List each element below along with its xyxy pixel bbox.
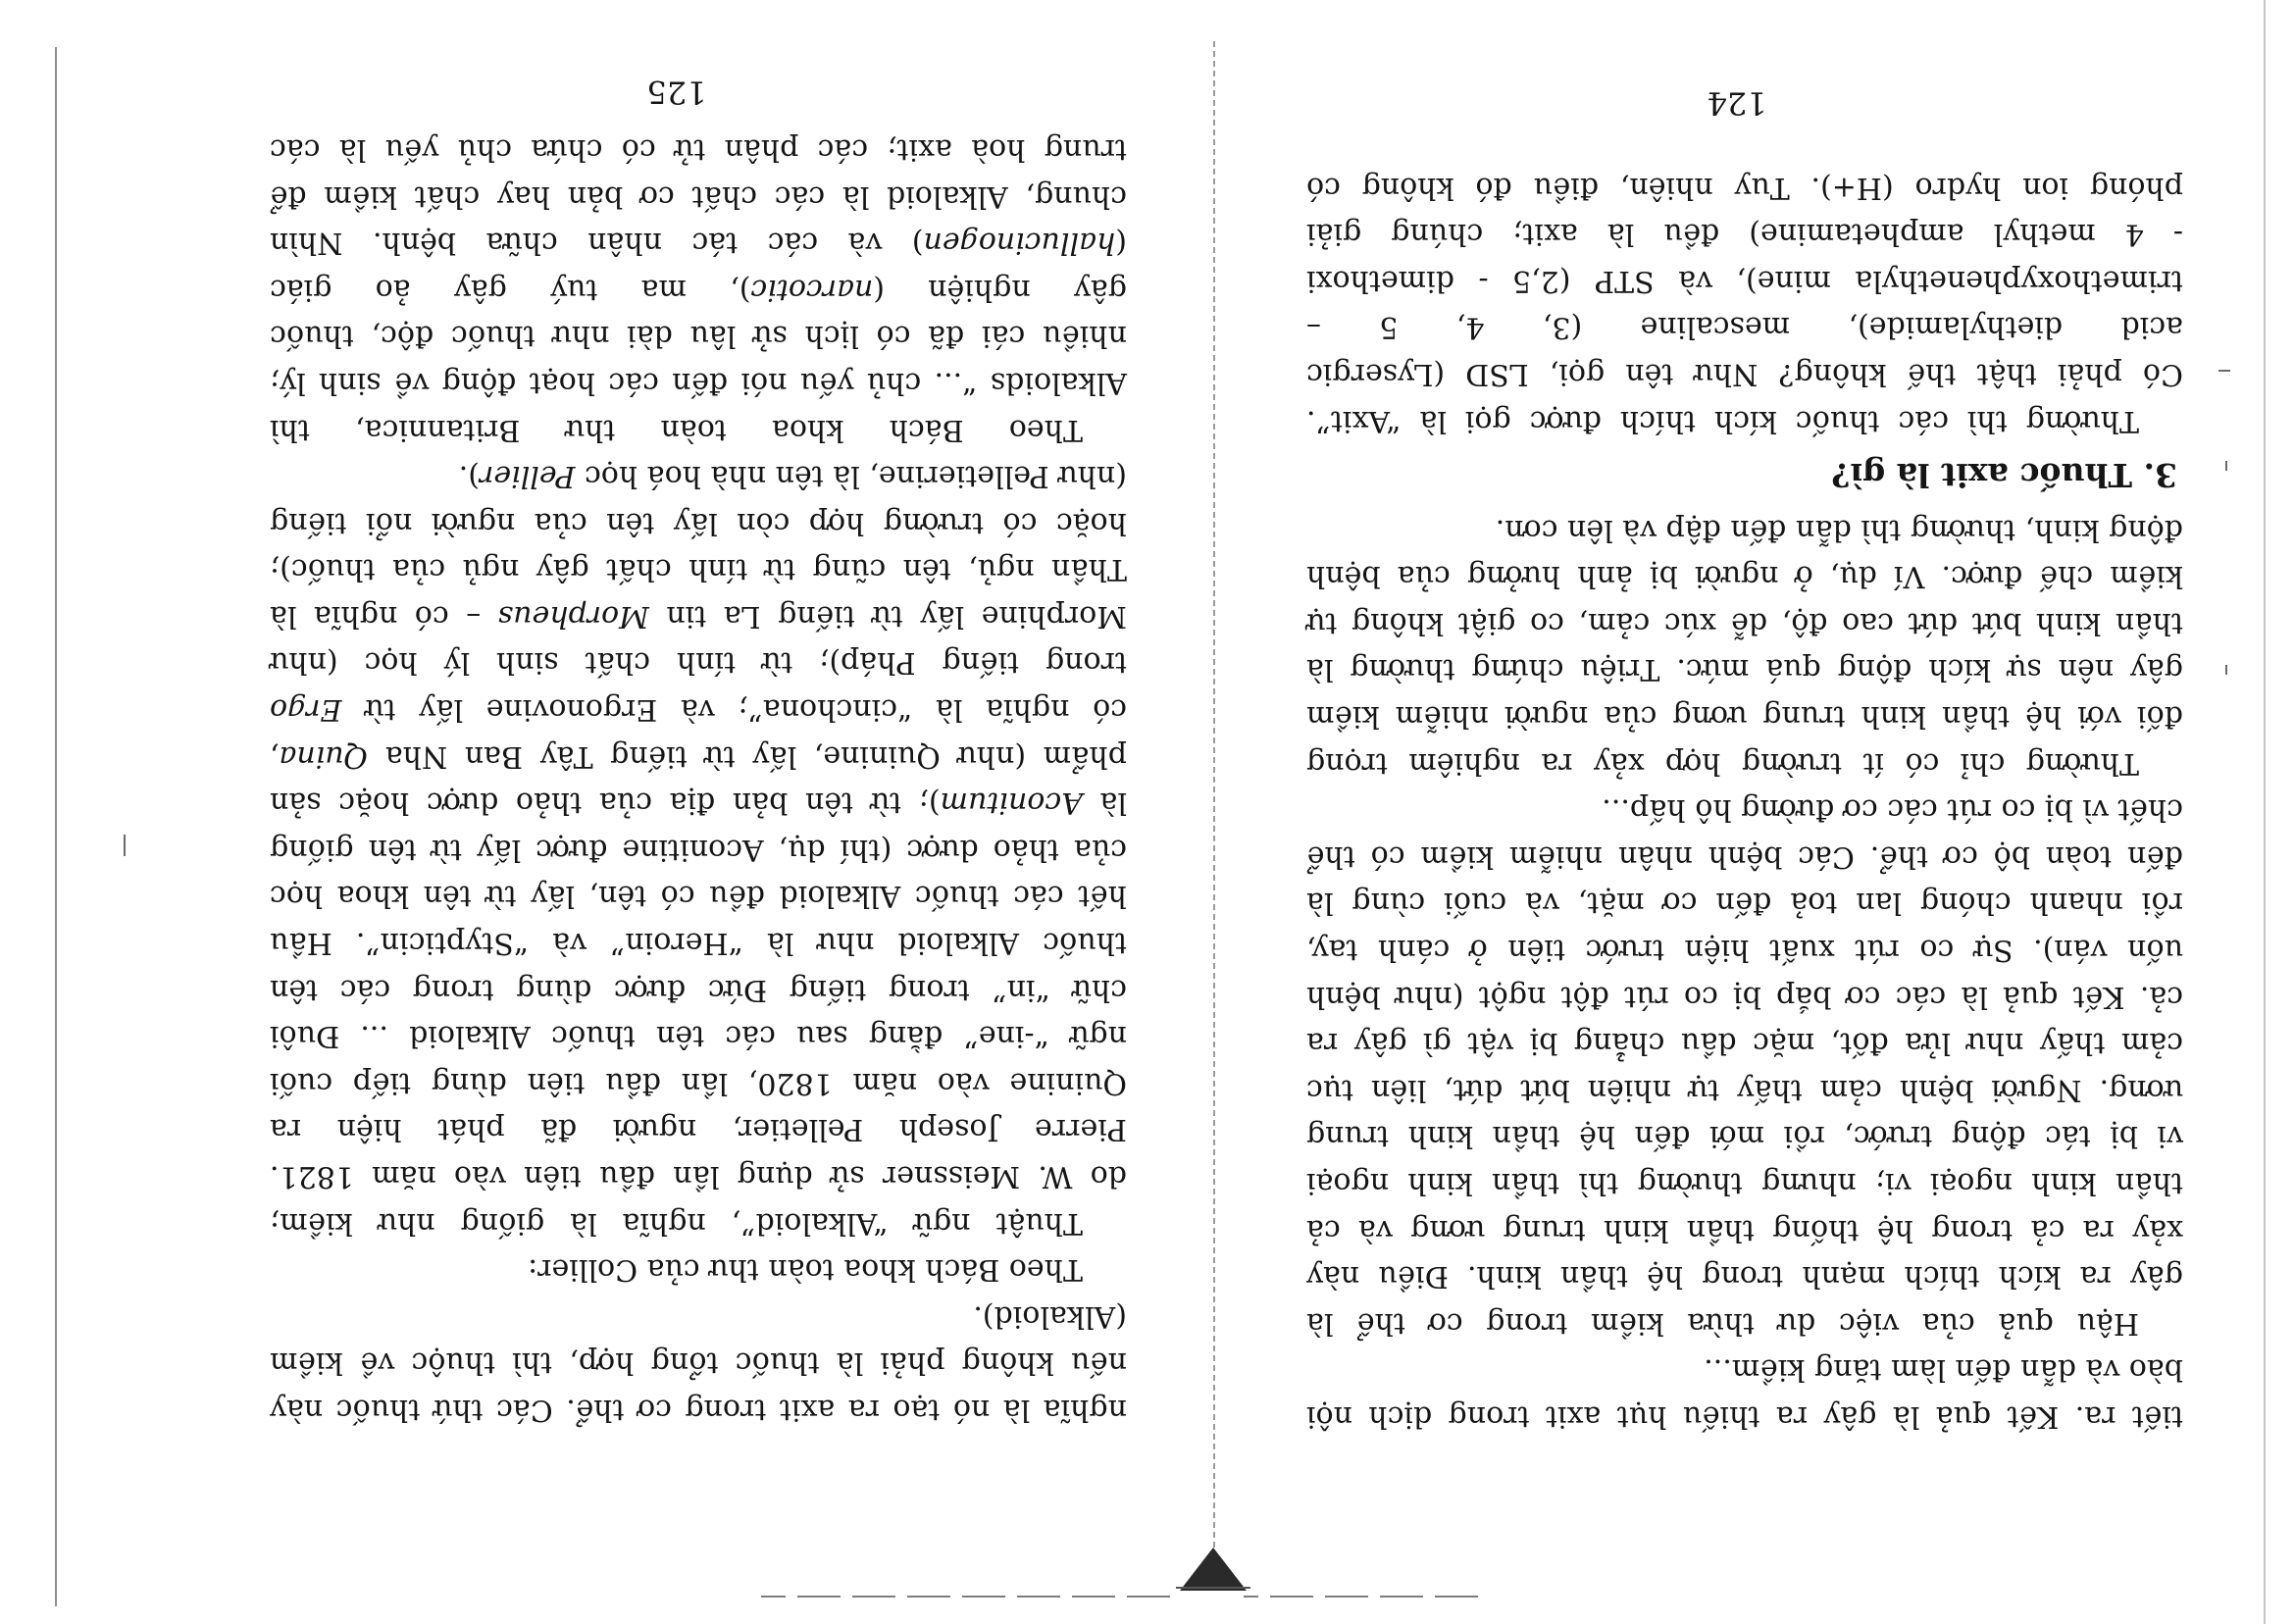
text-line: gây ra kích thích mạnh trong hệ thần kinh. Điều này [1306, 1259, 2183, 1294]
text-segment: ), ma tuý gây ảo giác [270, 272, 751, 307]
text-line: do W. Meissner sử dụng lần đầu tiên vào năm 1821. [270, 1159, 1127, 1194]
text-line: acid diethylamide), mescaline (3, 4, 5 – [1306, 310, 2183, 345]
page-number: 125 [646, 74, 707, 111]
text-line: chết vì bị co rút các cơ đường hô hấp... [1602, 792, 2183, 828]
text-line: Hậu quả của việc dư thừa kiềm trong cơ thể là [1306, 1305, 2139, 1341]
text-line: Theo Bách khoa toàn thư Britannica, thì [270, 412, 1083, 447]
text-segment: ) và các tác nhân chữa bệnh. Nhìn [270, 226, 924, 261]
text-line: rồi nhanh chóng lan toả đến cơ mặt, và cuối cùng là [1306, 886, 2183, 921]
text-line [270, 220, 1127, 267]
text-line [270, 686, 1127, 734]
text-line: phóng ion hydro (H+). Tuy nhiên, điều đó không có [1306, 170, 2183, 205]
text-line: động kinh, thường thì dẫn đến đập và lên cơn. [1495, 512, 2183, 547]
text-segment: là [1082, 786, 1127, 821]
italic-term: narcotic [750, 272, 874, 307]
text-line: kiềm chế được. Ví dụ, ở người bị ảnh hưởng của bệnh [1306, 559, 2183, 594]
text-segment: ); từ tên bản địa của thảo dược hoặc sản [270, 786, 941, 821]
italic-term: Pellier [480, 459, 576, 494]
gutter-fold-line [1213, 41, 1215, 1548]
text-line: thuốc Alkaloid như là “Heroin” và “Stypticin”. Hầu [270, 926, 1127, 961]
text-line: hết các thuốc Alkaloid đều có tên, lấy từ tên khoa học [270, 879, 1127, 914]
text-line: bào và dẫn đến làm tăng kiềm... [1704, 1352, 2183, 1388]
page-124-body [1306, 164, 2183, 1440]
text-line: đối với hệ thần kinh trung ương của người nhiễm kiềm [1306, 699, 2183, 735]
scan-edge-line [55, 47, 57, 1606]
text-line: cả. Kết quả là các cơ bắp bị co rút đột ngột (như bệnh [1306, 979, 2183, 1014]
text-line: thần kinh ngoại vi; nhưng thường thì thần kinh ngoại [1306, 1166, 2183, 1201]
text-line: trung hoà axit; các phân tử có chứa chủ yếu là các [270, 131, 1127, 167]
text-line: Theo Bách khoa toàn thư của Collier: [528, 1252, 1083, 1288]
text-line: uốn ván). Sự co rút xuất hiện trước tiên ở cánh tay, [1306, 933, 2183, 968]
section-heading: 3. Thuốc axit là gì? [1831, 456, 2177, 495]
scan-speck [2225, 461, 2227, 471]
text-line: đến toàn bộ cơ thể. Các bệnh nhân nhiễm kiềm có thể [1306, 838, 2183, 874]
text-line: trimethoxyphenethyla mine), và STP (2,5 - dimethoxi [1306, 263, 2183, 298]
scan-speck [2218, 370, 2230, 372]
text-line: ngữ “-ine” đằng sau các tên thuốc Alkaloid ... Đuôi [270, 1019, 1127, 1054]
text-line: chữ “in” trong tiếng Đức được dùng trong các tên [270, 972, 1127, 1007]
text-line [270, 453, 1127, 500]
text-line: hoặc có trường hợp còn lấy tên của người nổi tiếng [270, 505, 1127, 540]
text-line: vi bị tác động trước, rồi mới đến hệ thần kinh trung [1306, 1119, 2183, 1154]
text-line: Quinine vào năm 1820, lần đầu tiên dùng tiếp cuối [270, 1065, 1127, 1100]
text-line: Alkaloids “... chủ yếu nói đến các hoạt động về sinh lý; [270, 365, 1127, 400]
text-line: nếu không phải là thuốc tổng hợp, thì thuộc về kiềm [270, 1345, 1127, 1381]
text-segment: , [270, 738, 280, 774]
text-line: tiết ra. Kết quả là gây ra thiếu hụt axit trong dịch nội [1306, 1399, 2183, 1434]
text-line: thần kinh bứt dứt cao độ, dễ xúc cảm, co giật không tự [1306, 605, 2183, 640]
scan-edge-line [2264, 0, 2266, 1624]
spine-dash-line [1244, 1596, 1478, 1598]
text-line: nhiều cái đã có lịch sử lâu dài như thuốc độc, thuốc [270, 319, 1127, 354]
text-line: xảy ra cả trong hệ thống thần kinh trung ương và cả [1306, 1212, 2183, 1247]
spine-mark-icon [1176, 1544, 1250, 1602]
italic-term: Morpheus [497, 598, 649, 634]
text-line: Thường chỉ có ít trường hợp xảy ra nghiêm trọng [1306, 745, 2139, 781]
text-segment: phẩm (như Quinine, lấy từ tiếng Tây Ban Nha [368, 738, 1127, 774]
text-line: chung, Alkaloid là các chất cơ bản hay chất kiềm để [270, 178, 1127, 214]
italic-term: Ergo [270, 692, 342, 728]
text-segment: gây nghiện ( [873, 272, 1127, 307]
italic-term: hallucinogen [923, 226, 1116, 261]
text-line: nghĩa là nó tạo ra axit trong cơ thể. Các thứ thuốc này [270, 1393, 1127, 1427]
page-125-body [270, 126, 1127, 1433]
text-segment: ). [458, 459, 481, 494]
text-line [270, 733, 1127, 780]
text-segment: ( [1115, 226, 1127, 261]
text-line: ương. Người bệnh cảm thấy tự nhiên bứt dứt, liên tục [1306, 1072, 2183, 1107]
text-line: cảm thấy như lửa đốt, mặc dầu chẳng bị vật gì gây ra [1306, 1026, 2183, 1061]
text-line: Thường thì các thuốc kích thích được gọi là “Axit”. [1306, 403, 2139, 438]
text-line: trong tiếng Pháp); từ tính chất sinh lý học (như [270, 645, 1127, 681]
text-line: Thuật ngữ “Alkaloid”, nghĩa là giống như kiềm; [270, 1205, 1083, 1241]
text-segment: (như Pelletierine, là tên nhà hoá học [575, 459, 1127, 494]
text-line: của thảo dược (thí dụ, Aconitine được lấy từ tên giống [270, 832, 1127, 867]
scan-speck [124, 835, 126, 856]
text-line [270, 592, 1127, 639]
text-segment: có nghĩa là “cinchona”; và Ergonovine lấy từ [341, 692, 1127, 728]
text-line: Thần ngủ, tên cũng từ tính chất gây ngủ của thuốc); [270, 552, 1127, 587]
text-line: Có phải thật thế không? Như tên gọi, LSD (Lysergic [1306, 356, 2183, 391]
text-segment: Morphine lấy từ tiếng La tin [648, 598, 1127, 634]
text-line: - 4 methyl amphetamine) đều là axit; chúng giải [1306, 217, 2183, 252]
text-line: (Alkaloid). [973, 1298, 1127, 1334]
page-number: 124 [1707, 84, 1767, 122]
text-line: Pierre Joseph Pelletier, người đã phát hiện ra [270, 1112, 1127, 1147]
text-line [270, 266, 1127, 313]
text-line: gây nên sự kích động quá mức. Triệu chứng thường là [1306, 652, 2183, 687]
spine-dash-line [761, 1596, 1170, 1598]
text-line [270, 780, 1127, 827]
scan-speck [2225, 665, 2227, 675]
text-segment: – có nghĩa là [270, 598, 498, 634]
italic-term: Aconitum [940, 786, 1083, 821]
italic-term: Quina [279, 738, 369, 774]
